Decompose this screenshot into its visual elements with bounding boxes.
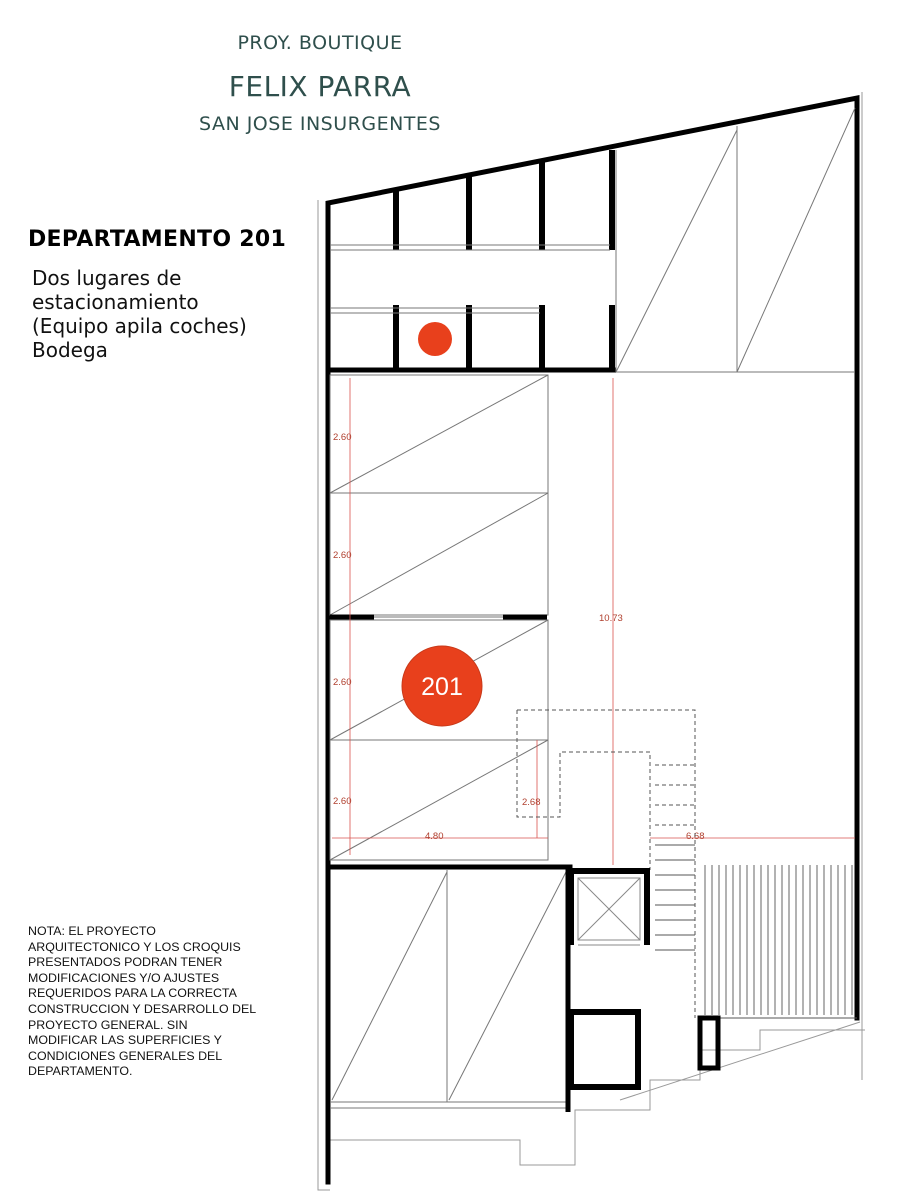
dimension-ramp-width: 2.68 bbox=[522, 797, 541, 808]
note-line: PRESENTADOS PODRAN TENER bbox=[28, 955, 223, 970]
ramp-hatch bbox=[705, 865, 852, 1015]
note-line: MODIFICAR LAS SUPERFICIES Y bbox=[28, 1033, 222, 1048]
staircase bbox=[655, 845, 695, 950]
note-line: MODIFICACIONES Y/O AJUSTES bbox=[28, 970, 220, 985]
dimension-space-1: 2.60 bbox=[333, 432, 352, 443]
unit-description-line: estacionamiento bbox=[32, 290, 199, 314]
parking-top-right bbox=[616, 108, 855, 372]
unit-marker-label: 201 bbox=[421, 673, 463, 701]
project-location: SAN JOSE INSURGENTES bbox=[199, 113, 441, 135]
project-type: PROY. BOUTIQUE bbox=[237, 32, 403, 54]
project-name: FELIX PARRA bbox=[228, 70, 412, 103]
dimension-space-4: 2.60 bbox=[333, 796, 352, 807]
unit-description-line: Dos lugares de bbox=[32, 266, 182, 290]
storage-marker bbox=[418, 322, 452, 356]
note-line: CONDICIONES GENERALES DEL bbox=[28, 1048, 223, 1063]
dimension-space-3: 2.60 bbox=[333, 677, 352, 688]
dimension-lines bbox=[332, 378, 855, 865]
note-line: PROYECTO GENERAL. SIN bbox=[28, 1017, 188, 1032]
note-line: NOTA: EL PROYECTO bbox=[28, 924, 156, 938]
elevator-core bbox=[571, 871, 647, 945]
note-line: REQUERIDOS PARA LA CORRECTA bbox=[28, 986, 237, 1001]
unit-description-line: Bodega bbox=[32, 338, 108, 362]
dimension-total-depth: 10.73 bbox=[599, 613, 623, 624]
unit-title: DEPARTAMENTO 201 bbox=[28, 227, 287, 252]
note-line: CONSTRUCCION Y DESARROLLO DEL bbox=[28, 1001, 257, 1016]
dimension-parking-width: 4.80 bbox=[425, 831, 444, 842]
parking-bottom bbox=[330, 870, 568, 1108]
note-line: ARQUITECTONICO Y LOS CROQUIS bbox=[28, 939, 241, 954]
unit-description-line: (Equipo apila coches) bbox=[32, 314, 247, 338]
dimension-space-2: 2.60 bbox=[333, 550, 352, 561]
walls bbox=[328, 98, 857, 1182]
site-outline bbox=[318, 92, 865, 1190]
storage-grid bbox=[330, 150, 612, 368]
ramp-outline bbox=[517, 710, 695, 1018]
dimension-aisle-width: 6.68 bbox=[686, 831, 705, 842]
note-line: DEPARTAMENTO. bbox=[28, 1064, 133, 1079]
